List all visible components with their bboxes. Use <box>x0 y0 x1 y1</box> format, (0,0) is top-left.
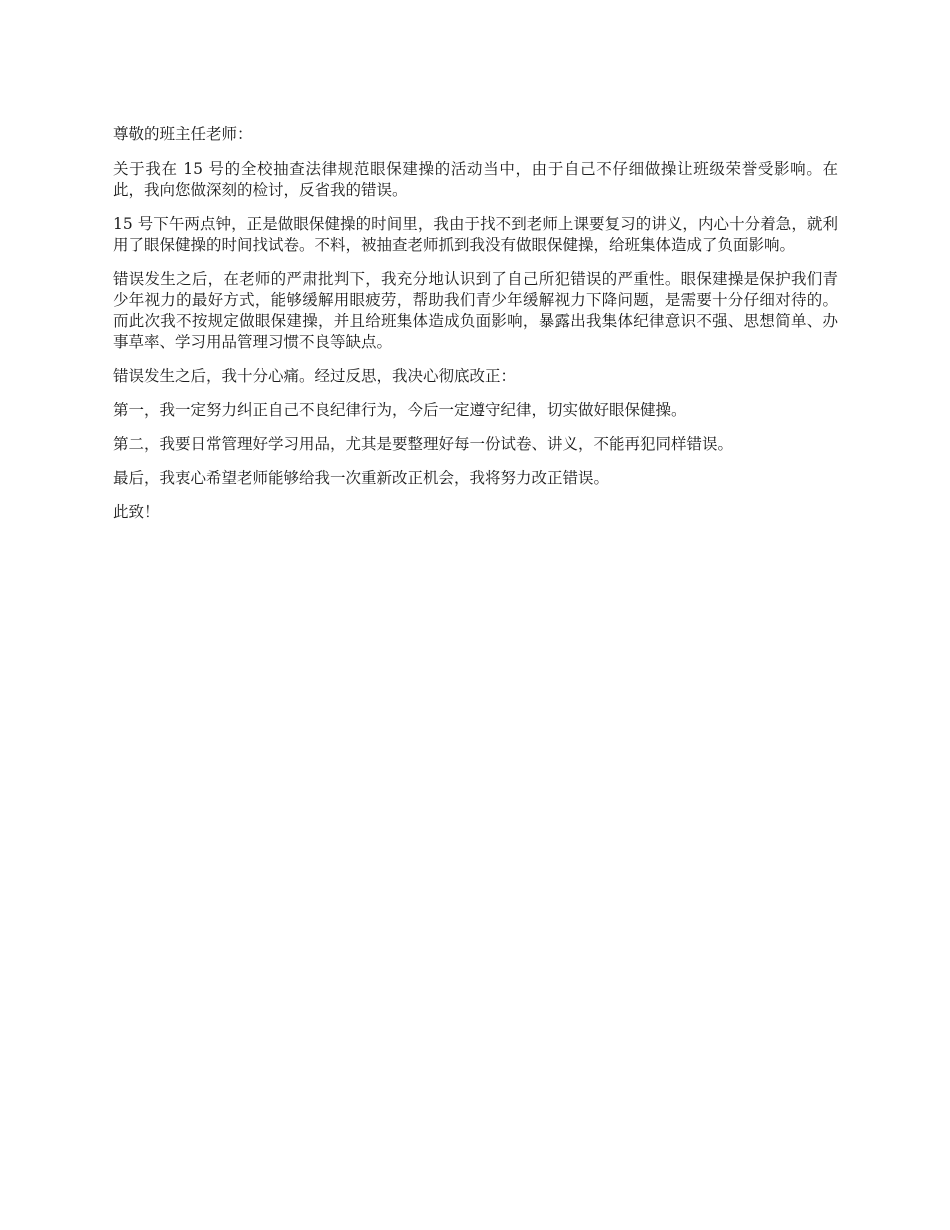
paragraph-2: 15 号下午两点钟，正是做眼保健操的时间里，我由于找不到老师上课要复习的讲义，内心十分着急，就利用了眼保健操的时间找试卷。不料，被抽查老师抓到我没有做眼保健操，给班集体造成了负面影响。 <box>113 215 838 254</box>
paragraph-1: 关于我在 15 号的全校抽查法律规范眼保建操的活动当中，由于自己不仔细做操让班级荣誉受影响。在此，我向您做深刻的检讨，反省我的错误。 <box>113 160 838 199</box>
paragraph-6: 第二，我要日常管理好学习用品，尤其是要整理好每一份试卷、讲义，不能再犯同样错误。 <box>113 435 734 453</box>
salutation: 尊敬的班主任老师： <box>113 125 253 143</box>
closing: 此致！ <box>113 503 160 521</box>
document-page <box>113 124 838 536</box>
paragraph-7: 最后，我衷心希望老师能够给我一次重新改正机会，我将努力改正错误。 <box>113 469 610 487</box>
paragraph-4: 错误发生之后，我十分心痛。经过反思，我决心彻底改正： <box>113 367 517 385</box>
paragraph-5: 第一，我一定努力纠正自己不良纪律行为，今后一定遵守纪律，切实做好眼保健操。 <box>113 401 687 419</box>
paragraph-3: 错误发生之后，在老师的严肃批判下，我充分地认识到了自己所犯错误的严重性。眼保建操是保护我们青少年视力的最好方式，能够缓解用眼疲劳，帮助我们青少年缓解视力下降问题，是需要十分仔细对待的。而此次我不按规定做眼保建操，并且给班集体造成负面影响，暴露出我集体纪律意识不强、思想简单、办事草率、学习用品管理习惯不良等缺点。 <box>113 270 838 351</box>
